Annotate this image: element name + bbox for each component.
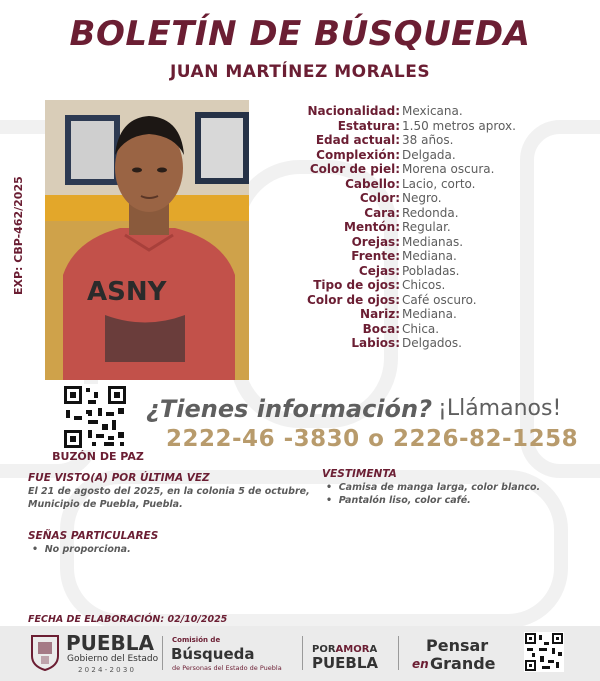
detail-label: Nariz: bbox=[360, 307, 400, 321]
clothing-item-text: Camisa de manga larga, color blanco. bbox=[338, 482, 541, 493]
detail-label: Color de piel: bbox=[309, 162, 400, 176]
detail-value: Mediana. bbox=[402, 307, 457, 321]
detail-value: Morena oscura. bbox=[402, 162, 495, 176]
clothing-item: • Pantalón liso, color café. bbox=[326, 495, 471, 506]
detail-value: Lacio, corto. bbox=[402, 176, 476, 191]
qr-code-icon bbox=[524, 632, 564, 672]
detail-value: Redonda. bbox=[402, 205, 459, 220]
puebla-logo-text: PUEBLA bbox=[66, 631, 155, 655]
call-prompt: ¡Llámanos! bbox=[438, 396, 562, 421]
svg-text:ASNY: ASNY bbox=[87, 277, 167, 307]
detail-row bbox=[268, 278, 598, 293]
detail-row bbox=[268, 249, 598, 264]
detail-row bbox=[268, 307, 598, 322]
detail-row bbox=[268, 119, 598, 134]
detail-row bbox=[268, 235, 598, 250]
puebla-text: PUEBLA bbox=[312, 654, 379, 672]
por-amor-logo bbox=[312, 640, 378, 670]
detail-row bbox=[268, 264, 598, 279]
detail-label: Cara: bbox=[364, 205, 400, 220]
person-name: JUAN MARTÍNEZ MORALES bbox=[169, 62, 431, 82]
detail-row bbox=[268, 293, 598, 308]
footer-qr-code[interactable] bbox=[524, 632, 564, 672]
physical-description bbox=[268, 104, 598, 351]
detail-label: Cabello: bbox=[345, 176, 400, 191]
detail-row bbox=[268, 133, 598, 148]
detail-label: Estatura: bbox=[337, 118, 400, 133]
marks-heading: SEÑAS PARTICULARES bbox=[28, 530, 159, 542]
detail-row bbox=[268, 206, 598, 221]
person-photo bbox=[45, 100, 249, 380]
years-text: 2 0 2 4 - 2 0 3 0 bbox=[78, 666, 134, 674]
detail-row bbox=[268, 322, 598, 337]
elaboration-date: FECHA DE ELABORACIÓN: 02/10/2025 bbox=[28, 614, 228, 625]
busqueda-logo-text: Búsqueda bbox=[171, 645, 255, 663]
last-seen-line-1: El 21 de agosto del 2025, en la colonia 5 de octubre, bbox=[28, 486, 310, 497]
detail-label: Tipo de ojos: bbox=[313, 278, 400, 292]
puebla-shield-icon bbox=[30, 632, 60, 672]
clothing-item-text: Pantalón liso, color café. bbox=[338, 495, 471, 506]
footer-logos bbox=[0, 626, 600, 681]
detail-row bbox=[268, 336, 598, 351]
detail-value: Negro. bbox=[402, 191, 442, 205]
detail-label: Orejas: bbox=[351, 234, 400, 249]
detail-label: Color: bbox=[359, 191, 400, 205]
amor-text: AMOR bbox=[335, 644, 370, 655]
detail-value: Regular. bbox=[402, 220, 451, 234]
busqueda-subtitle: de Personas del Estado de Puebla bbox=[172, 664, 282, 672]
a-text: A bbox=[369, 644, 378, 655]
detail-label: Edad actual: bbox=[315, 133, 400, 147]
marks-item-text: No proporciona. bbox=[44, 544, 131, 555]
buzon-qr-code[interactable] bbox=[62, 384, 128, 450]
detail-value: Delgados. bbox=[402, 336, 462, 350]
por-text: POR bbox=[312, 644, 336, 655]
clothing-heading: VESTIMENTA bbox=[322, 468, 397, 480]
detail-label: Boca: bbox=[362, 321, 400, 336]
person-photo-illustration bbox=[45, 100, 249, 380]
pensar-text: Pensar bbox=[426, 636, 489, 655]
detail-value: 1.50 metros aprox. bbox=[402, 118, 516, 133]
detail-value: Mediana. bbox=[402, 249, 457, 263]
footer-divider bbox=[302, 636, 303, 670]
case-number: EXP: CBP-462/2025 bbox=[12, 176, 25, 295]
detail-value: Pobladas. bbox=[402, 263, 460, 278]
buzon-label: BUZÓN DE PAZ bbox=[52, 450, 144, 463]
detail-label: Color de ojos: bbox=[307, 292, 400, 307]
detail-value: 38 años. bbox=[402, 133, 454, 147]
footer-divider bbox=[162, 636, 163, 670]
comision-text: Comisión de bbox=[172, 636, 221, 644]
detail-value: Chica. bbox=[402, 321, 440, 336]
detail-value: Delgada. bbox=[402, 147, 456, 162]
detail-label: Cejas: bbox=[358, 263, 400, 278]
detail-label: Labios: bbox=[351, 336, 400, 350]
detail-value: Mexicana. bbox=[402, 104, 463, 118]
detail-value: Medianas. bbox=[402, 234, 464, 249]
info-question: ¿Tienes información? bbox=[146, 395, 433, 423]
detail-label: Complexión: bbox=[316, 147, 400, 162]
detail-label: Nacionalidad: bbox=[307, 104, 400, 118]
page-title: BOLETÍN DE BÚSQUEDA bbox=[69, 14, 531, 54]
detail-row bbox=[268, 220, 598, 235]
gobierno-text: Gobierno del Estado bbox=[67, 654, 159, 664]
detail-row bbox=[268, 104, 598, 119]
clothing-item: • Camisa de manga larga, color blanco. bbox=[326, 482, 541, 493]
marks-item: • No proporciona. bbox=[32, 544, 131, 555]
detail-label: Frente: bbox=[351, 249, 400, 263]
detail-row bbox=[268, 148, 598, 163]
detail-row bbox=[268, 191, 598, 206]
detail-value: Café oscuro. bbox=[402, 292, 477, 307]
en-text: en bbox=[412, 657, 429, 671]
detail-row bbox=[268, 162, 598, 177]
detail-row bbox=[268, 177, 598, 192]
footer-divider bbox=[398, 636, 399, 670]
last-seen-heading: FUE VISTO(A) POR ÚLTIMA VEZ bbox=[28, 472, 210, 484]
qr-code-icon bbox=[62, 384, 128, 450]
last-seen-line-2: Municipio de Puebla, Puebla. bbox=[28, 499, 183, 510]
grande-text: Grande bbox=[430, 654, 496, 673]
detail-label: Mentón: bbox=[344, 220, 400, 234]
phone-numbers[interactable]: 2222-46 -3830 o 2226-82-1258 bbox=[166, 426, 579, 452]
detail-value: Chicos. bbox=[402, 278, 446, 292]
